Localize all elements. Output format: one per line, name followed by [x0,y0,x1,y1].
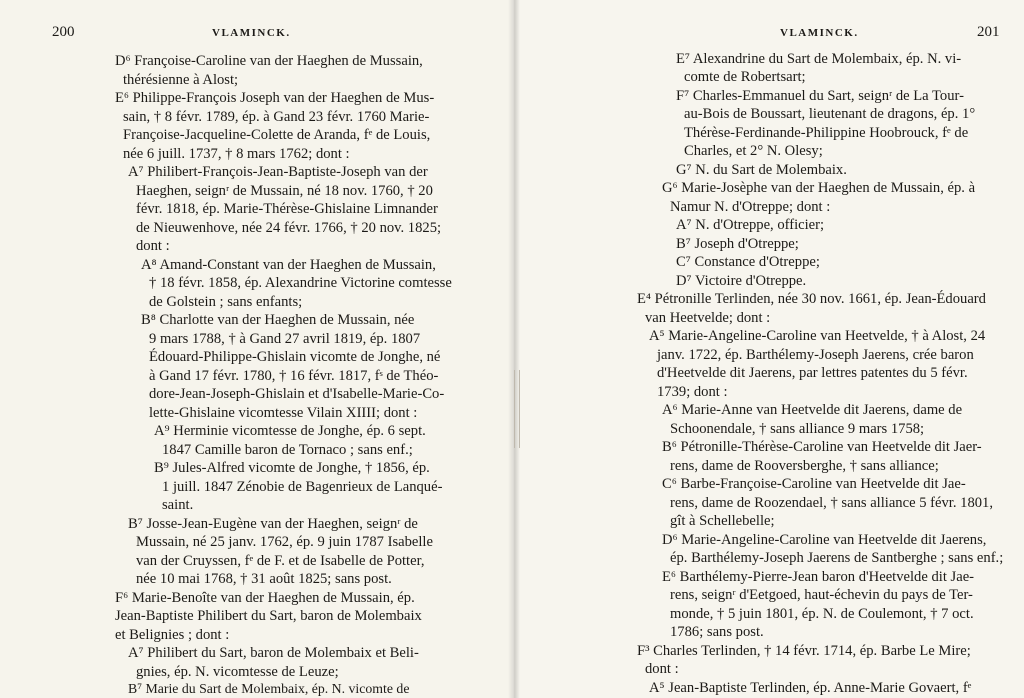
text-line: de Golstein ; sans enfants; [149,294,303,310]
text-line: A⁵ Jean-Baptiste Terlinden, ép. Anne-Marie Govaert, fᵉ [649,680,972,696]
text-line: D⁷ Victoire d'Otreppe. [676,273,807,289]
text-line: van der Cruyssen, fᵉ de F. et de Isabelle de Potter, [136,553,425,569]
page-number: 200 [52,24,75,40]
text-line: dore-Jean-Joseph-Ghislain et d'Isabelle-Marie-Co- [149,386,445,402]
text-line: B⁷ Josse-Jean-Eugène van der Haeghen, seignʳ de [128,516,418,532]
book-gutter [508,0,520,698]
text-line: A⁷ Philibert du Sart, baron de Molembaix et Beli- [128,645,419,661]
running-head: VLAMINCK. [780,27,859,39]
text-line: E⁷ Alexandrine du Sart de Molembaix, ép. N. vi- [676,51,962,67]
text-line: et Belignies ; dont : [115,627,230,643]
text-line: thérésienne à Alost; [123,72,239,88]
text-line: Jean-Baptiste Philibert du Sart, baron de Molembaix [115,608,422,624]
text-line: 1847 Camille baron de Tornaco ; sans enf.; [162,442,413,458]
text-line: sain, † 8 févr. 1789, ép. à Gand 23 févr. 1760 Marie- [123,109,430,125]
text-line: F⁶ Marie-Benoîte van der Haeghen de Mussain, ép. [115,590,415,606]
scan-artifact [514,370,520,448]
text-line: van Heetvelde; dont : [645,310,771,326]
text-line: Mussain, né 25 janv. 1762, ép. 9 juin 1787 Isabelle [136,534,433,550]
text-line: F³ Charles Terlinden, † 14 févr. 1714, ép. Barbe Le Mire; [637,643,971,659]
text-line: au-Bois de Boussart, lieutenant de dragons, ép. 1° [684,106,976,122]
text-line: G⁷ N. du Sart de Molembaix. [676,162,847,178]
text-line: rens, dame de Rooversberghe, † sans alliance; [670,458,939,474]
text-line: née 10 mai 1768, † 31 août 1825; sans post. [136,571,392,587]
text-line: à Gand 17 févr. 1780, † 16 févr. 1817, fˢ de Théo- [149,368,439,384]
page-number: 201 [977,24,1000,40]
text-line: G⁶ Marie-Josèphe van der Haeghen de Mussain, ép. à [662,180,976,196]
text-line: E⁴ Pétronille Terlinden, née 30 nov. 1661, ép. Jean-Édouard [637,291,986,307]
text-line: A⁶ Marie-Anne van Heetvelde dit Jaerens, dame de [662,402,963,418]
text-line: C⁷ Constance d'Otreppe; [676,254,820,270]
text-line: F⁷ Charles-Emmanuel du Sart, seignʳ de La Tour- [676,88,964,104]
text-line: Thérèse-Ferdinande-Philippine Hoobrouck, fᵉ de [684,125,969,141]
text-line: gnies, ép. N. vicomtesse de Leuze; [136,664,339,680]
text-line: 1739; dont : [657,384,728,400]
text-line: B⁸ Charlotte van der Haeghen de Mussain, née [141,312,415,328]
text-line: Namur N. d'Otreppe; dont : [670,199,831,215]
right-page [512,0,1024,698]
text-line: C⁶ Barbe-Françoise-Caroline van Heetvelde dit Jae- [662,476,966,492]
text-line: dont : [136,238,170,254]
text-line: 1 juill. 1847 Zénobie de Bagenrieux de Lanqué- [162,479,443,495]
text-line: Haeghen, seignʳ de Mussain, né 18 nov. 1760, † 20 [136,183,433,199]
text-line: ép. Barthélemy-Joseph Jaerens de Santberghe ; sans enf.; [670,550,1004,566]
text-line: † 18 févr. 1858, ép. Alexandrine Victorine comtesse [149,275,452,291]
text-line: févr. 1818, ép. Marie-Thérèse-Ghislaine Limnander [136,201,438,217]
text-line: saint. [162,497,194,513]
text-line: monde, † 5 juin 1801, ép. N. de Coulemont, † 7 oct. [670,606,974,622]
text-line: 1786; sans post. [670,624,764,640]
text-line: D⁶ Françoise-Caroline van der Haeghen de Mussain, [115,53,423,69]
text-line: janv. 1722, ép. Barthélemy-Joseph Jaerens, crée baron [657,347,974,363]
text-line: E⁶ Philippe-François Joseph van der Haeghen de Mus- [115,90,435,106]
text-line: rens, seignʳ d'Eetgoed, haut-échevin du pays de Ter- [670,587,973,603]
text-line: B⁹ Jules-Alfred vicomte de Jonghe, † 1856, ép. [154,460,430,476]
text-line: B⁷ Marie du Sart de Molembaix, ép. N. vicomte de [128,681,410,696]
text-line: A⁷ Philibert-François-Jean-Baptiste-Joseph van der [128,164,428,180]
text-line: A⁹ Herminie vicomtesse de Jonghe, ép. 6 sept. [154,423,426,439]
text-line: D⁶ Marie-Angeline-Caroline van Heetvelde dit Jaerens, [662,532,987,548]
running-head: VLAMINCK. [212,27,291,39]
text-line: B⁶ Pétronille-Thérèse-Caroline van Heetvelde dit Jaer- [662,439,982,455]
text-line: A⁷ N. d'Otreppe, officier; [676,217,825,233]
text-line: E⁶ Barthélemy-Pierre-Jean baron d'Heetvelde dit Jae- [662,569,975,585]
text-line: de Nieuwenhove, née 24 févr. 1766, † 20 nov. 1825; [136,220,442,236]
text-line: Édouard-Philippe-Ghislain vicomte de Jonghe, né [149,349,441,365]
text-line: 9 mars 1788, † à Gand 27 avril 1819, ép. 1807 [149,331,421,347]
text-line: comte de Robertsart; [684,69,806,85]
text-line: A⁵ Marie-Angeline-Caroline van Heetvelde, † à Alost, 24 [649,328,986,344]
text-line: rens, dame de Roozendael, † sans alliance 5 févr. 1801, [670,495,993,511]
text-line: B⁷ Joseph d'Otreppe; [676,236,799,252]
text-line: Schoonendale, † sans alliance 9 mars 1758; [670,421,925,437]
text-line: gît à Schellebelle; [670,513,775,529]
text-line: lette-Ghislaine vicomtesse Vilain XIIII; dont : [149,405,418,421]
text-line: Françoise-Jacqueline-Colette de Aranda, fᵉ de Louis, [123,127,431,143]
text-line: Charles, et 2° N. Olesy; [684,143,823,159]
text-line: née 6 juill. 1737, † 8 mars 1762; dont : [123,146,350,162]
text-line: d'Heetvelde dit Jaerens, par lettres patentes du 5 févr. [657,365,968,381]
text-line: dont : [645,661,679,677]
text-line: A⁸ Amand-Constant van der Haeghen de Mussain, [141,257,436,273]
